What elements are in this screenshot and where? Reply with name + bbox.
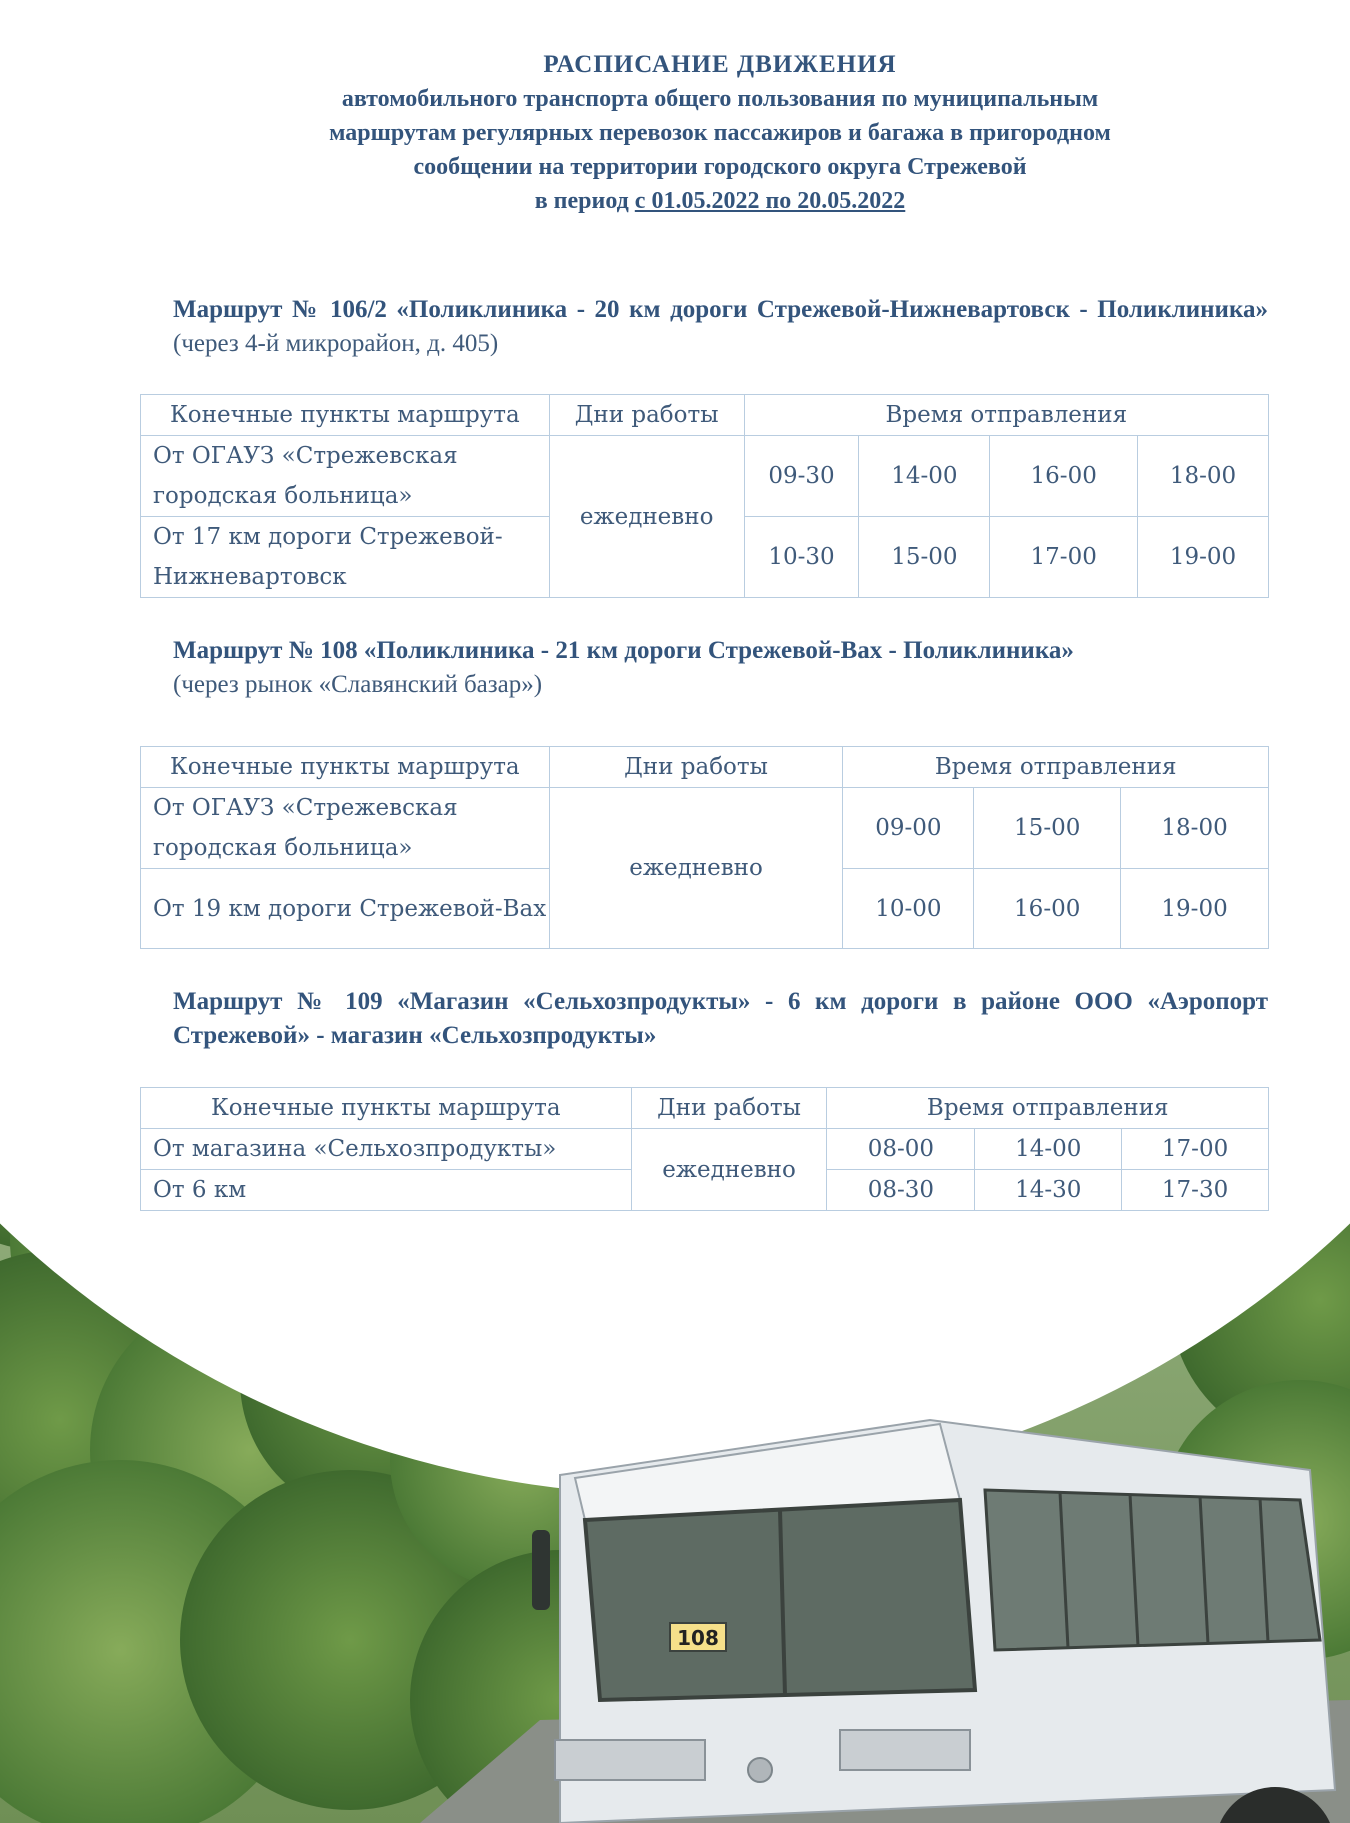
time-cell: 19-00 bbox=[1138, 517, 1269, 598]
stop-cell: От ОГАУЗ «Стрежевская городская больница» bbox=[141, 436, 550, 517]
time-cell: 18-00 bbox=[1121, 788, 1269, 869]
time-cell: 17-30 bbox=[1122, 1170, 1269, 1211]
days-cell: ежедневно bbox=[549, 436, 744, 598]
time-cell: 19-00 bbox=[1121, 869, 1269, 949]
time-cell: 15-00 bbox=[974, 788, 1121, 869]
time-cell: 17-00 bbox=[1122, 1129, 1269, 1170]
days-cell: ежедневно bbox=[549, 788, 843, 949]
subtitle-line-3: сообщении на территории городского округа Стрежевой bbox=[413, 154, 1027, 180]
time-cell: 17-00 bbox=[990, 517, 1138, 598]
stop-cell: От 17 км дороги Стрежевой-Нижневартовск bbox=[141, 517, 550, 598]
route-heading-text: Маршрут № 109 «Магазин «Сельхозпродукты» - 6 км дороги в районе ООО «Аэропорт Стрежевой» - магазин «Сельхозпродукты» bbox=[173, 988, 1268, 1049]
time-cell: 10-30 bbox=[744, 517, 859, 598]
period-prefix: в период bbox=[534, 188, 635, 214]
time-cell: 16-00 bbox=[974, 869, 1121, 949]
time-cell: 09-00 bbox=[843, 788, 974, 869]
col-header-times: Время отправления bbox=[827, 1088, 1269, 1129]
bus-route-number: 108 bbox=[677, 1626, 719, 1650]
days-cell: ежедневно bbox=[631, 1129, 827, 1211]
col-header-days: Дни работы bbox=[549, 395, 744, 436]
stop-cell: От магазина «Сельхозпродукты» bbox=[141, 1129, 632, 1170]
time-cell: 08-00 bbox=[827, 1129, 975, 1170]
col-header-stops: Конечные пункты маршрута bbox=[141, 1088, 632, 1129]
col-header-days: Дни работы bbox=[549, 747, 843, 788]
time-cell: 10-00 bbox=[843, 869, 974, 949]
time-cell: 18-00 bbox=[1138, 436, 1269, 517]
time-cell: 08-30 bbox=[827, 1170, 975, 1211]
time-cell: 09-30 bbox=[744, 436, 859, 517]
route-note: (через 4-й микрорайон, д. 405) bbox=[173, 330, 499, 357]
col-header-times: Время отправления bbox=[744, 395, 1268, 436]
time-cell: 14-00 bbox=[859, 436, 990, 517]
col-header-days: Дни работы bbox=[631, 1088, 827, 1129]
col-header-times: Время отправления bbox=[843, 747, 1269, 788]
route-heading-text: Маршрут № 106/2 «Поликлиника - 20 км дороги Стрежевой-Нижневартовск - Поликлиника» bbox=[173, 296, 1268, 323]
col-header-stops: Конечные пункты маршрута bbox=[141, 395, 550, 436]
stop-cell: От ОГАУЗ «Стрежевская городская больница» bbox=[141, 788, 550, 869]
col-header-stops: Конечные пункты маршрута bbox=[141, 747, 550, 788]
page-title: РАСПИСАНИЕ ДВИЖЕНИЯ bbox=[543, 51, 897, 78]
subtitle-line-1: автомобильного транспорта общего пользования по муниципальным bbox=[341, 86, 1099, 112]
route-note: (через рынок «Славянский базар») bbox=[173, 671, 543, 698]
period-dates: с 01.05.2022 по 20.05.2022 bbox=[634, 188, 906, 214]
subtitle-line-2: маршрутам регулярных перевозок пассажиров и багажа в пригородном bbox=[329, 120, 1111, 146]
time-cell: 14-30 bbox=[975, 1170, 1122, 1211]
route-heading-text: Маршрут № 108 «Поликлиника - 21 км дороги Стрежевой-Вах - Поликлиника» bbox=[173, 637, 1074, 664]
time-cell: 14-00 bbox=[975, 1129, 1122, 1170]
stop-cell: От 19 км дороги Стрежевой-Вах bbox=[141, 869, 550, 949]
time-cell: 16-00 bbox=[990, 436, 1138, 517]
stop-cell: От 6 км bbox=[141, 1170, 632, 1211]
time-cell: 15-00 bbox=[859, 517, 990, 598]
